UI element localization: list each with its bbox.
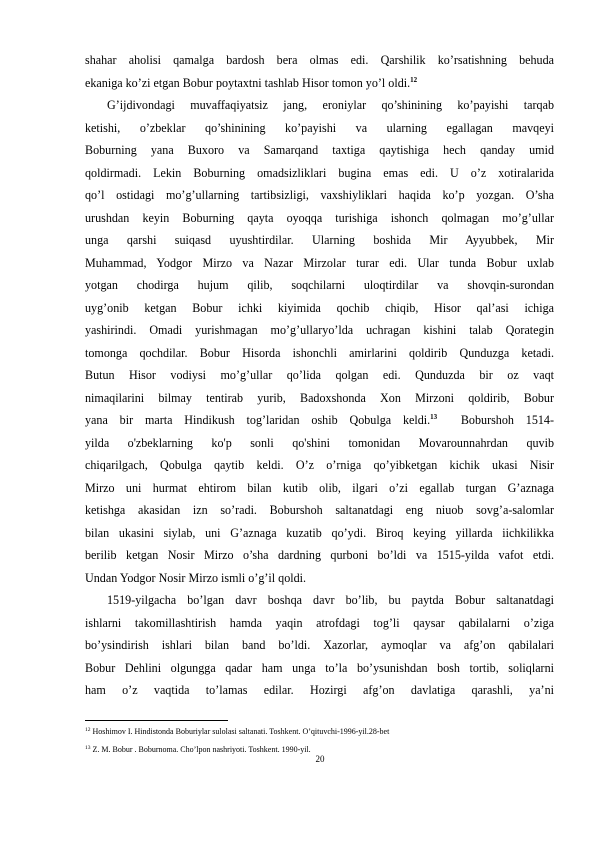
text-line: G’ijdivondagi muvaffaqiyatsiz jang, eroniylar qo’shinining ko’payishi tarqab [107,98,554,112]
text-line: bilan ukasini siylab, uni G’aznaga kuzatib qo’ydi. Biroq keying yillarda iichkilikka [85,525,554,540]
footnote-text: Hoshimov I. Hindistonda Boburiylar sulolasi saltanati. Toshkent. O’qituvchi-1996-yil.28-bet [92,727,390,736]
text-line-continuation: Boburshoh 1514- [460,413,554,427]
footnote-ref[interactable]: 13 [430,413,438,421]
text-line: Undan Yodgor Nosir Mirzo ismli o’g’il qoldi. [85,570,307,585]
text-line: berilib ketgan Nosir Mirzo o’sha dardning qurboni bo’ldi va 1515-yilda vafot etdi. [85,548,554,562]
text-line: yotgan chodirga hujum qilib, soqchilarni uloqtirdilar va shovqin-surondan [85,278,554,292]
text-line: qoldirmadi. Lekin Boburning omadsizliklari bugina emas edi. U o’z xotiralarida [85,165,554,180]
text-line: Boburning yana Buxoro va Samarqand taxtiga qaytishiga hech qanday umid [85,143,554,157]
text-line: 1519-yilgacha bo’lgan davr boshqa davr bo’lib, bu paytda Bobur saltanatdagi [107,593,554,607]
text-line: ketishi, o’zbeklar qo’shinining ko’payishi va ularning egallagan mavqeyi [85,120,554,135]
text-line: uyg’onib ketgan Bobur ichki kiyimida qochib chiqib, Hisor qal’asi ichiga [85,300,554,315]
text-line-content: yana bir marta Hindikush tog’laridan oshib Qobulga keldi. [85,413,431,427]
text-line: ham o’z vaqtida to’lamas edilar. Hozirgi afg’on davlatiga qarashli, ya’ni [85,683,554,697]
text-line-content: ekaniga ko’zi etgan Bobur poytaxtni tashlab Hisor tomon yo’l oldi. [85,75,411,90]
text-line [85,409,554,432]
footnote-text: Z. M. Bobur . Boburnoma. Cho’lpon nashriyoti. Toshkent. 1990-yil. [92,745,311,754]
text-line: ketishga akasidan izn so’radi. Boburshoh saltanatdagi eng niuob sovg’a-salomlar [85,503,554,517]
footnote-separator [85,720,228,721]
page-number: 20 [315,754,325,764]
text-line: tomonga qochdilar. Bobur Hisorda ishonchli amirlarini qoldirib Qunduzga ketadi. [85,345,554,360]
text-line: shahar aholisi qamalga bardosh bera olmas edi. Qarshilik ko’rsatishning behuda [85,53,554,67]
text-line: bo’ysindirish ishlari bilan band bo’ldi. Xazorlar, aymoqlar va afg’on qabilalari [85,638,554,652]
text-line: yashirindi. Omadi yurishmagan mo’g’ullaryo’lda uchragan kishini talab Qorategin [85,323,554,337]
text-line: chiqarilgach, Qobulga qaytib keldi. O’z o’rniga qo’yibketgan kichik ukasi Nisir [85,458,554,472]
text-line: Mirzo uni hurmat ehtirom bilan kutib olib, ilgari o’zi egallab turgan G’aznaga [85,480,554,495]
text-line [85,72,554,95]
footnote-ref[interactable]: 12 [410,75,418,84]
text-line: nimaqilarini bilmay tentirab yurib, Badoxshonda Xon Mirzoni qoldirib, Bobur [85,390,554,405]
text-line: ishlarni takomillashtirish hamda yaqin atrofdagi tog’li qaysar qabilalarni o’ziga [85,615,554,630]
text-line: Butun Hisor vodiysi mo’g’ullar qo’lida qolgan edi. Qunduzda bir oz vaqt [85,368,554,382]
footnote [85,723,554,741]
text-line: qo’l ostidagi mo’g’ullarning tartibsizligi, vaxshiyliklari haqida ko’p yozgan. O’sha [85,188,554,202]
text-line: Bobur Dehlini olgungga qadar ham unga to’la bo’ysunishdan bosh tortib, soliqlarni [85,660,554,675]
text-line: yilda o'zbeklarning ko'p sonli qo'shini tomonidan Movarounnahrdan quvib [85,435,554,450]
text-line: urushdan keyin Boburning qayta oyoqqa turishiga ishonch qolmagan mo’g’ullar [85,210,554,225]
text-line: unga qarshi suiqasd uyushtirdilar. Ularning boshida Mir Ayyubbek, Mir [85,233,554,247]
text-line: Muhammad, Yodgor Mirzo va Nazar Mirzolar turar edi. Ular tunda Bobur uxlab [85,255,554,270]
body-text [85,49,554,702]
footnote-number: 13 [85,745,91,751]
footnote-number: 12 [85,727,91,733]
